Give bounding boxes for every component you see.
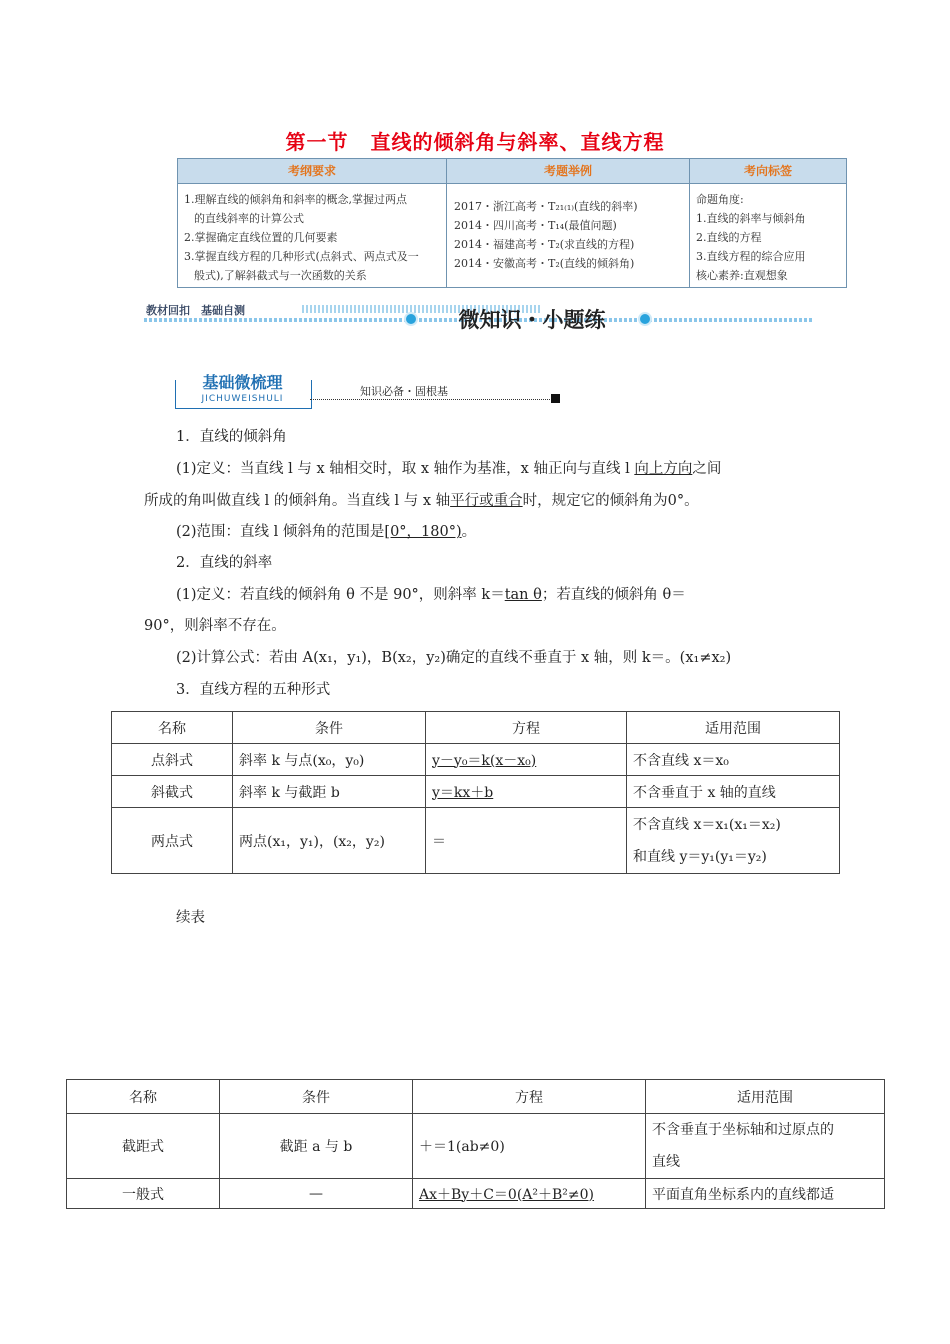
section-number: 第一节 — [285, 130, 349, 154]
heading-1: 1．直线的倾斜角 — [176, 429, 287, 445]
paragraph-4: (1)定义：若直线的倾斜角 θ 不是 90°，则斜率 k＝tan θ；若直线的倾斜角 θ＝ — [176, 587, 686, 603]
table-row: 点斜式 斜率 k 与点(x₀，y₀) y－y₀＝k(x－x₀) 不含直线 x＝x₀ — [112, 744, 840, 776]
section-label-title: 基础微梳理 — [202, 373, 283, 392]
section-title: 直线的倾斜角与斜率、直线方程 — [370, 130, 665, 154]
square-marker-icon — [551, 394, 560, 403]
table-header-row: 名称 条件 方程 适用范围 — [67, 1080, 885, 1114]
table-row: 一般式 — Ax＋By＋C＝0(A²＋B²≠0) 平面直角坐标系内的直线都适 — [67, 1179, 885, 1209]
section-label-pinyin: JICHUWEISHULI — [201, 394, 284, 404]
syllabus-tags: 命题角度: 1.直线的斜率与倾斜角 2.直线的方程 3.直线方程的综合应用 核心素养:直观想象 — [696, 193, 806, 282]
syllabus-header-2: 考题举例 — [447, 159, 689, 183]
heading-3: 3．直线方程的五种形式 — [176, 682, 331, 698]
syllabus-requirements: 1.理解直线的倾斜角和斜率的概念,掌握过两点 的直线斜率的计算公式 2.掌握确定直线位置的几何要素 3.掌握直线方程的几种形式(点斜式、两点式及一 般式),了解斜截式与一次函数的关系 — [184, 193, 419, 282]
heading-2: 2．直线的斜率 — [176, 555, 273, 571]
table-header-row: 名称 条件 方程 适用范围 — [112, 712, 840, 744]
section-banner — [142, 302, 814, 332]
paragraph-2: 所成的角叫做直线 l 的倾斜角。当直线 l 与 x 轴平行或重合时，规定它的倾斜角为0°。 — [144, 493, 699, 509]
banner-left-label: 教材回扣 基础自测 — [146, 304, 245, 317]
banner-title: 微知识・小题练 — [458, 307, 606, 332]
table-row: 两点式 两点(x₁，y₁)，(x₂，y₂) ＝ 不含直线 x＝x₁(x₁＝x₂) 和直线 y＝y₁(y₁＝y₂) — [112, 808, 840, 874]
section-tagline: 知识必备・固根基 — [310, 381, 558, 400]
table-row: 截距式 截距 a 与 b ＋＝1(ab≠0) 不含垂直于坐标轴和过原点的 直线 — [67, 1114, 885, 1179]
page-title — [0, 126, 950, 155]
banner-right-bullet-icon — [638, 312, 652, 326]
paragraph-6: (2)计算公式：若由 A(x₁，y₁)，B(x₂，y₂)确定的直线不垂直于 x 轴，则 k＝。(x₁≠x₂) — [176, 650, 732, 666]
table-row: 斜截式 斜率 k 与截距 b y＝kx＋b 不含垂直于 x 轴的直线 — [112, 776, 840, 808]
paragraph-3: (2)范围：直线 l 倾斜角的范围是[0°，180°)。 — [176, 524, 477, 540]
syllabus-table — [177, 158, 847, 288]
banner-left-bullet-icon — [404, 312, 418, 326]
section-label — [175, 370, 310, 408]
syllabus-header-1: 考纲要求 — [178, 159, 446, 183]
syllabus-examples: 2017・浙江高考・T₂₁₍₁₎(直线的斜率) 2014・四川高考・T₁₄(最值问题) 2014・福建高考・T₂(求直线的方程) 2014・安徽高考・T₂(直线的倾斜角) — [454, 200, 638, 270]
paragraph-5: 90°，则斜率不存在。 — [144, 618, 286, 634]
equation-forms-table — [111, 711, 840, 874]
paragraph-1: (1)定义：当直线 l 与 x 轴相交时，取 x 轴作为基准，x 轴正向与直线 l 向上方向之间 — [176, 461, 722, 477]
equation-forms-table-continued — [66, 1079, 885, 1209]
syllabus-header-3: 考向标签 — [690, 159, 846, 183]
continued-label: 续表 — [176, 910, 205, 926]
